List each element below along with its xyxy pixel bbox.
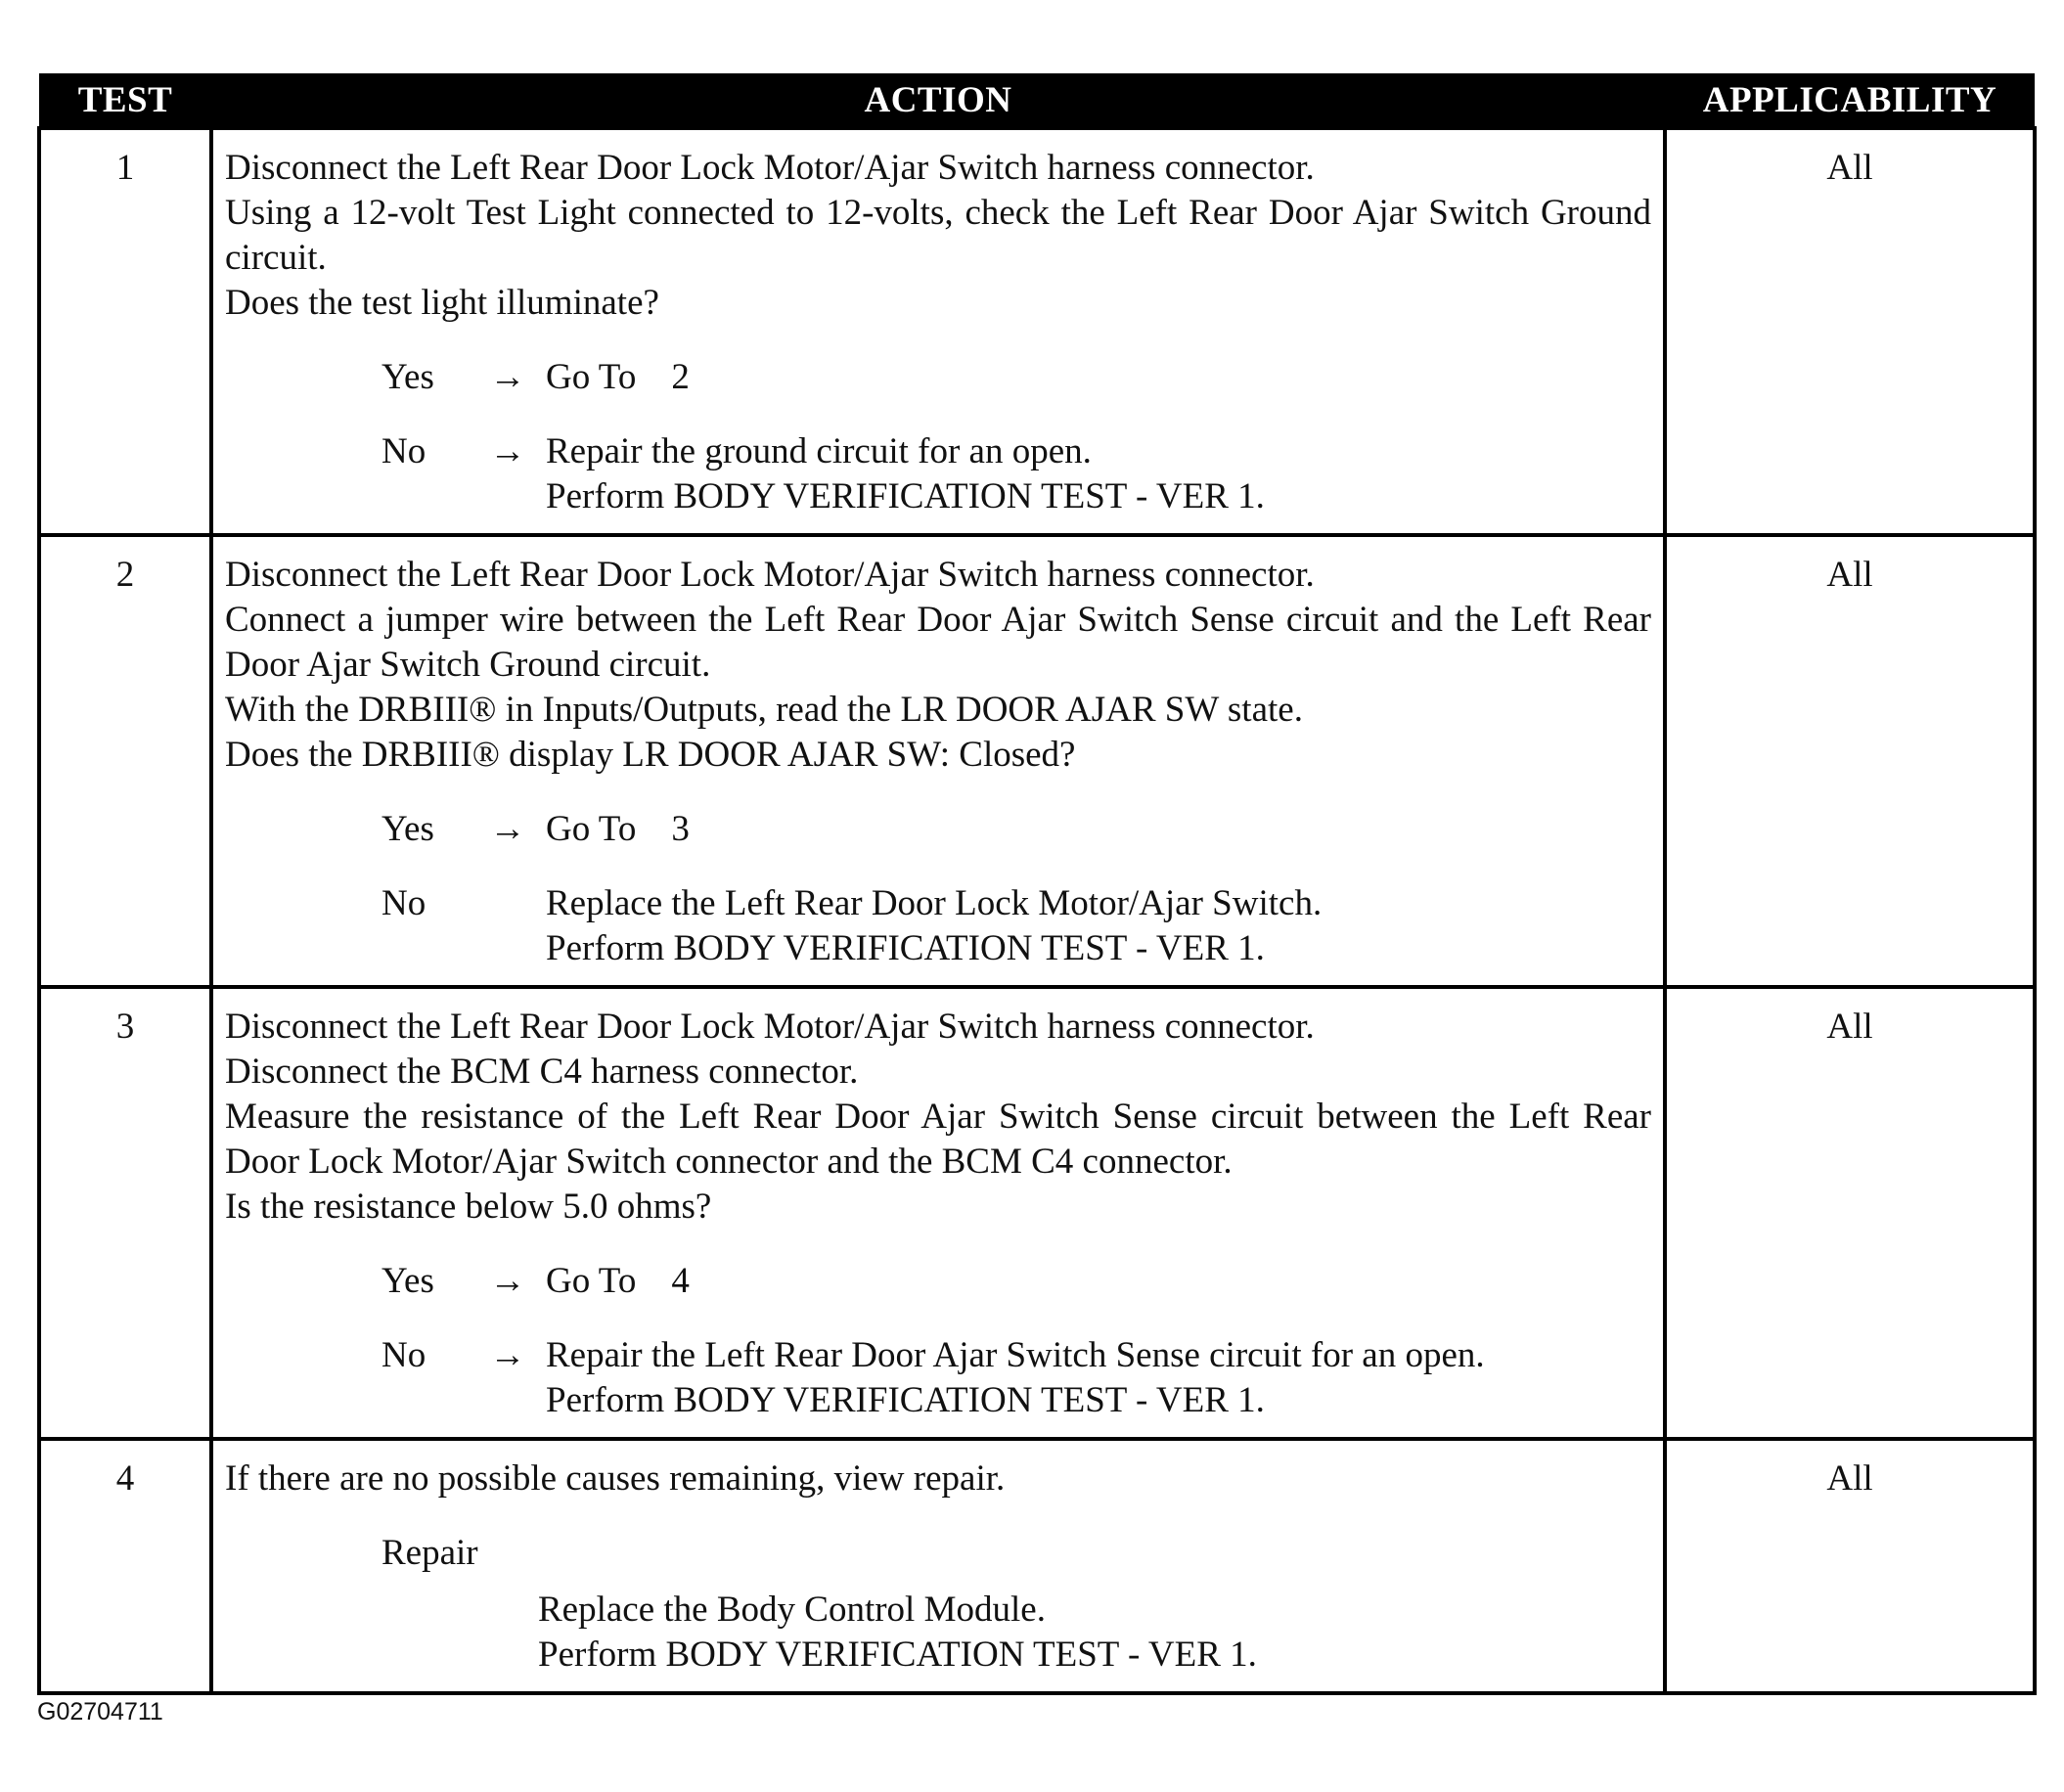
applicability-cell: All [1665, 535, 2035, 987]
goto-text: Go To [546, 809, 637, 849]
repair-step: Perform BODY VERIFICATION TEST - VER 1. [538, 1635, 1257, 1675]
action-step: Measure the resistance of the Left Rear Door Ajar Switch Sense circuit between the Left Rear Door Lock Motor/Ajar Switch connector and the BCM C4 connector. [225, 1097, 1651, 1182]
yes-label: Yes [381, 1261, 434, 1301]
header-test: TEST [39, 73, 211, 128]
applicability-cell: All [1665, 987, 2035, 1439]
no-label: No [381, 431, 426, 471]
diagnostic-test-table [37, 73, 2037, 1695]
no-branch [225, 429, 1651, 519]
answer-branches [225, 355, 1651, 519]
right-arrow-icon: → [489, 1335, 526, 1375]
action-step: Disconnect the Left Rear Door Lock Motor/Ajar Switch harness connector. [225, 1007, 1315, 1047]
action-step: Using a 12-volt Test Light connected to 12-volts, check the Left Rear Door Ajar Switch Ground circuit. [225, 193, 1651, 278]
action-cell [211, 1439, 1665, 1693]
repair-step: Replace the Body Control Module. [538, 1590, 1046, 1630]
header-action: ACTION [211, 73, 1665, 128]
figure-code: G02704711 [37, 1698, 163, 1725]
action-question: Does the DRBIII® display LR DOOR AJAR SW: Closed? [225, 735, 1076, 775]
no-branch [225, 881, 1651, 971]
test-number: 2 [39, 535, 211, 987]
action-question: Does the test light illuminate? [225, 283, 659, 323]
yes-label: Yes [381, 357, 434, 397]
right-arrow-icon [470, 881, 546, 971]
repair-label: Repair [381, 1533, 478, 1573]
goto-text: Go To [546, 1261, 637, 1301]
test-number: 4 [39, 1439, 211, 1693]
table-row [39, 535, 2035, 987]
action-step: With the DRBIII® in Inputs/Outputs, read the LR DOOR AJAR SW state. [225, 690, 1303, 730]
goto-number: 2 [671, 357, 690, 397]
no-action-line: Replace the Left Rear Door Lock Motor/Ajar Switch. [546, 883, 1323, 923]
action-cell [211, 128, 1665, 535]
table-row [39, 1439, 2035, 1693]
action-cell [211, 987, 1665, 1439]
repair-block [225, 1531, 1651, 1678]
right-arrow-icon: → [489, 357, 526, 397]
right-arrow-icon: → [489, 1261, 526, 1301]
no-label: No [381, 883, 426, 923]
no-action-line: Repair the ground circuit for an open. [546, 431, 1092, 471]
no-action-line: Repair the Left Rear Door Ajar Switch Sense circuit for an open. [546, 1335, 1485, 1375]
no-action-line: Perform BODY VERIFICATION TEST - VER 1. [546, 1380, 1265, 1420]
applicability-cell: All [1665, 128, 2035, 535]
action-cell [211, 535, 1665, 987]
yes-branch [225, 807, 1651, 852]
no-branch [225, 1333, 1651, 1423]
procedure-sheet [37, 73, 2033, 1695]
action-step: If there are no possible causes remaining, view repair. [225, 1458, 1006, 1499]
no-action-line: Perform BODY VERIFICATION TEST - VER 1. [546, 928, 1265, 968]
yes-branch [225, 1259, 1651, 1304]
action-step: Disconnect the Left Rear Door Lock Motor/Ajar Switch harness connector. [225, 555, 1315, 595]
right-arrow-icon: → [489, 809, 526, 849]
test-number: 3 [39, 987, 211, 1439]
right-arrow-icon: → [489, 431, 526, 471]
yes-branch [225, 355, 1651, 400]
answer-branches [225, 1259, 1651, 1423]
applicability-cell: All [1665, 1439, 2035, 1693]
action-step: Disconnect the BCM C4 harness connector. [225, 1052, 859, 1092]
goto-number: 4 [671, 1261, 690, 1301]
action-step: Connect a jumper wire between the Left Rear Door Ajar Switch Sense circuit and the Left Rear Door Ajar Switch Ground circuit. [225, 600, 1651, 685]
action-step: Disconnect the Left Rear Door Lock Motor/Ajar Switch harness connector. [225, 148, 1315, 188]
no-action-line: Perform BODY VERIFICATION TEST - VER 1. [546, 476, 1265, 516]
test-number: 1 [39, 128, 211, 535]
goto-number: 3 [671, 809, 690, 849]
action-question: Is the resistance below 5.0 ohms? [225, 1187, 712, 1227]
table-row [39, 987, 2035, 1439]
table-header-row [39, 73, 2035, 128]
goto-text: Go To [546, 357, 637, 397]
no-label: No [381, 1335, 426, 1375]
header-applicability: APPLICABILITY [1665, 73, 2035, 128]
yes-label: Yes [381, 809, 434, 849]
answer-branches [225, 807, 1651, 971]
table-row [39, 128, 2035, 535]
